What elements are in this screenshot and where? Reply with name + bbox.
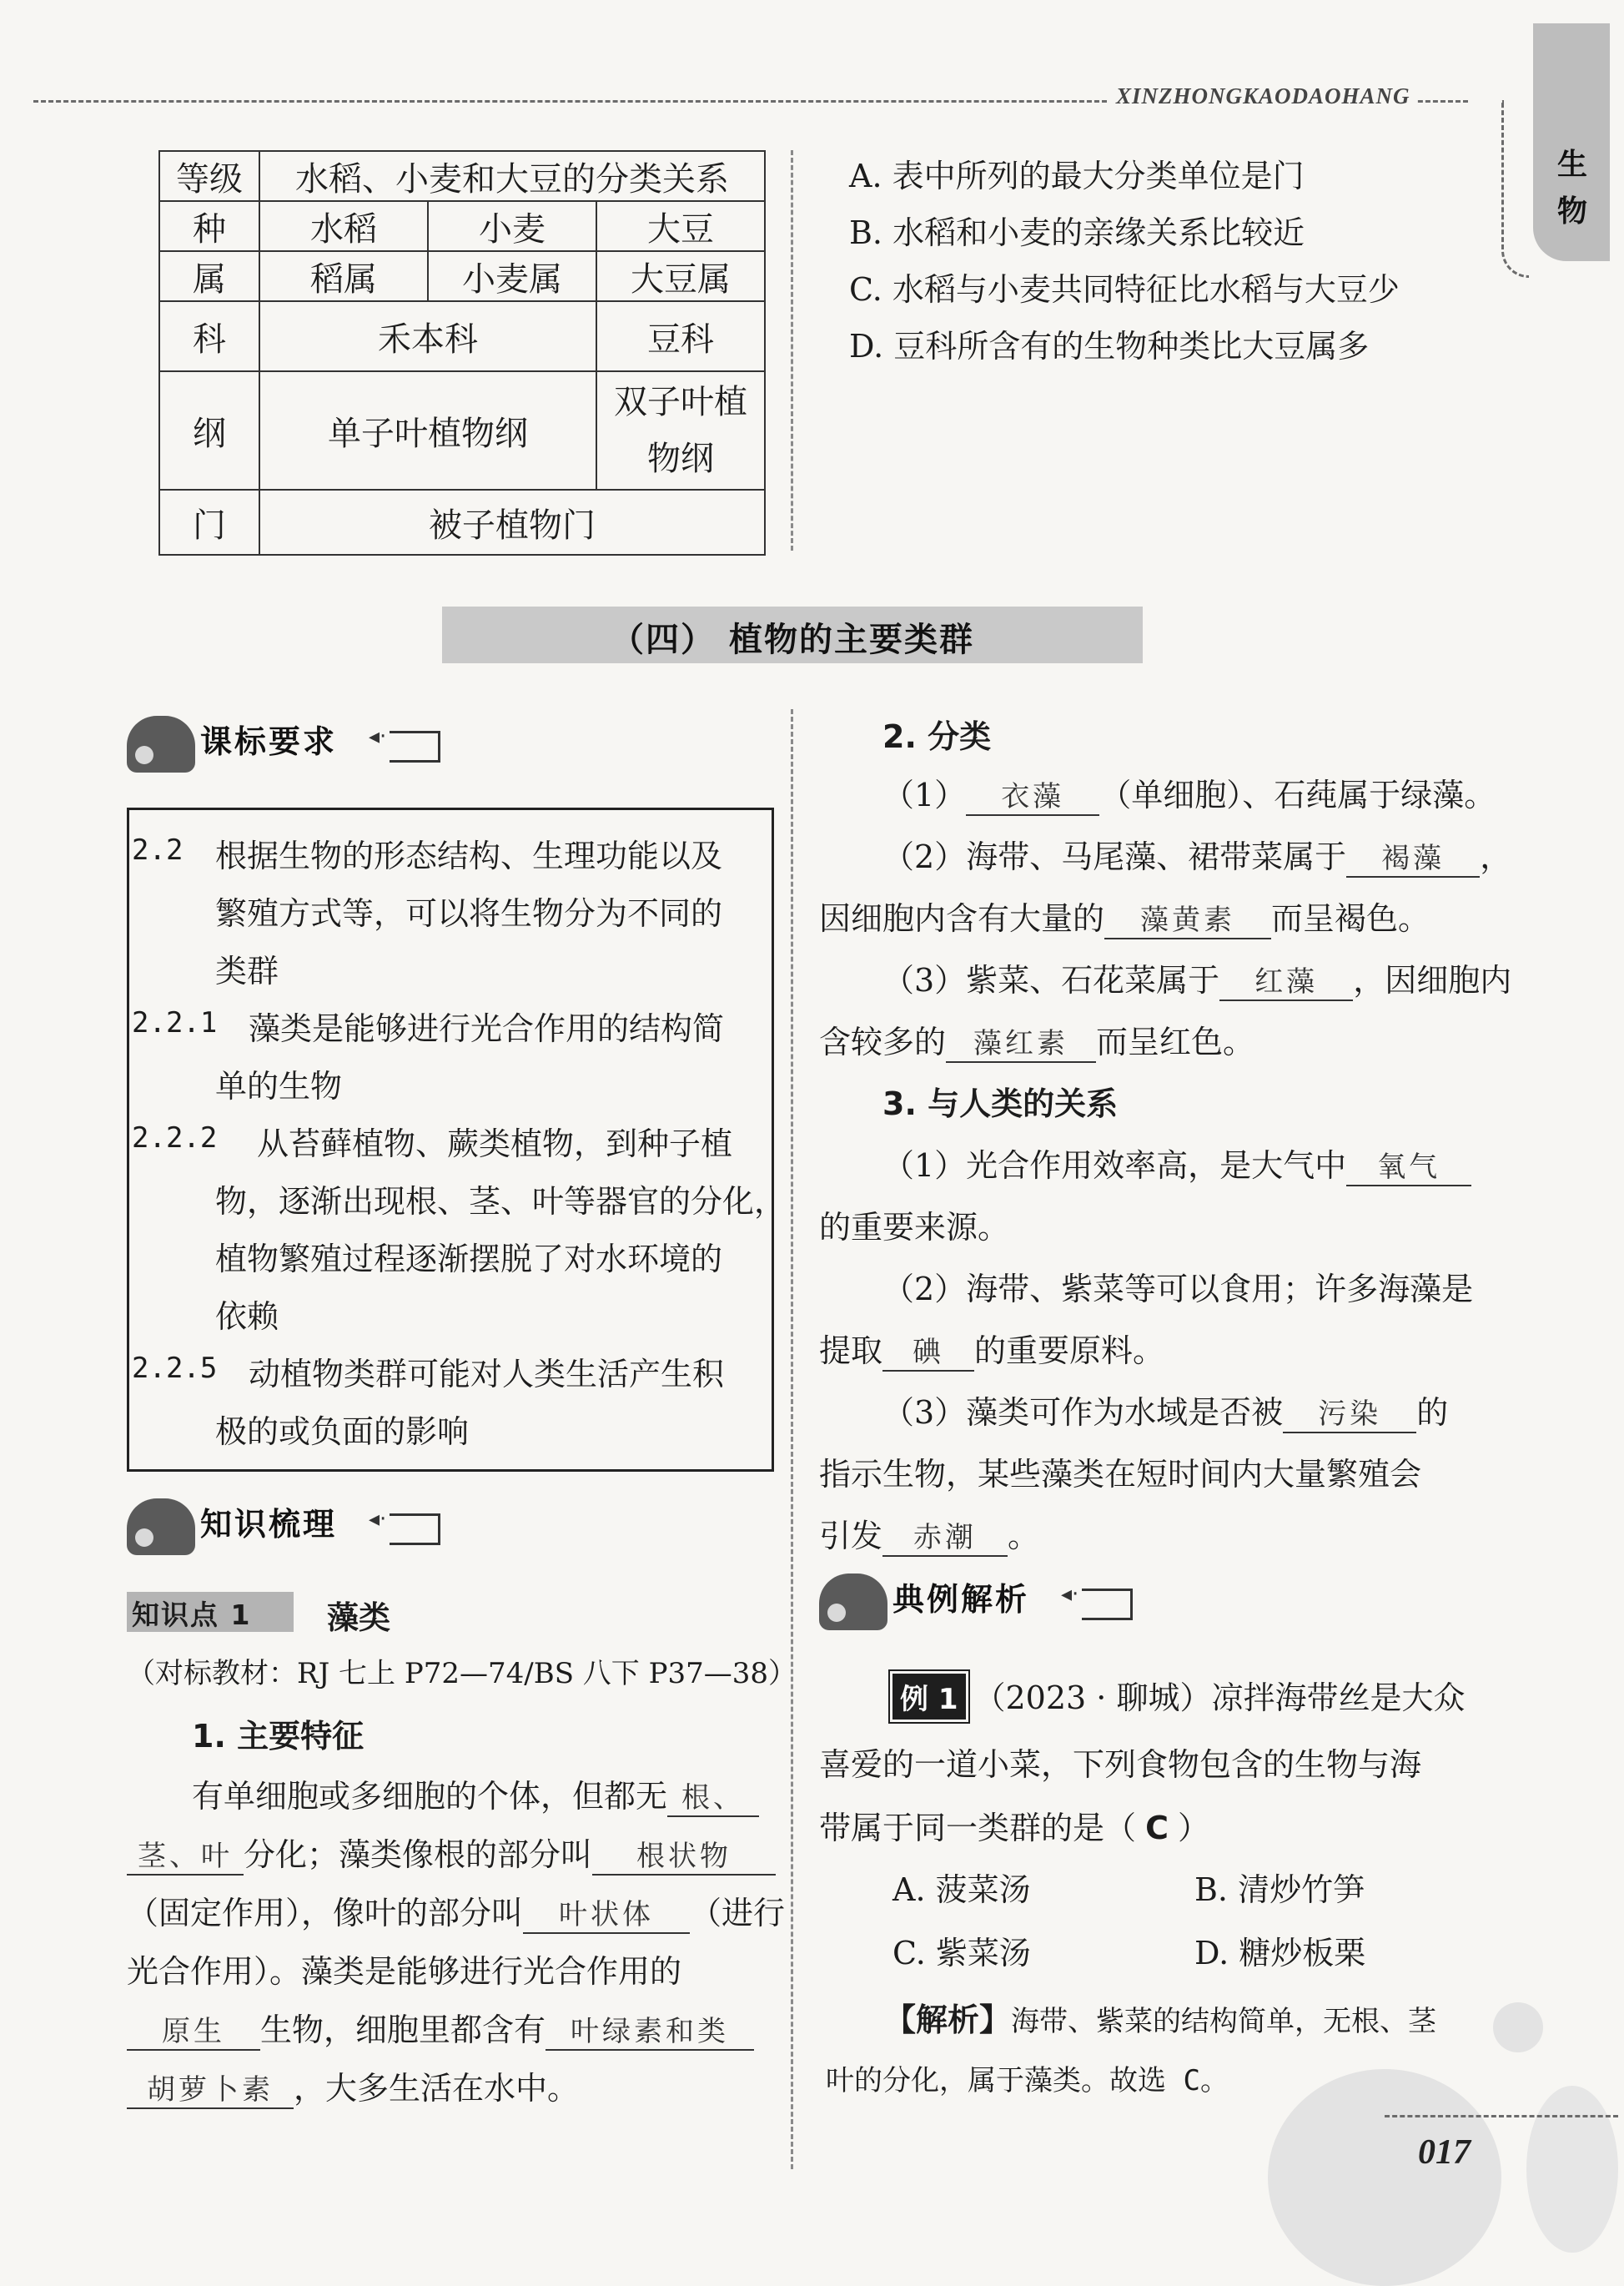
- curriculum-line: 动植物类群可能对人类生活产生积: [249, 1356, 725, 1392]
- answer-blank: 胡萝卜素: [127, 2067, 294, 2109]
- column-divider-top: [791, 150, 793, 551]
- decorative-splash: [1268, 2069, 1501, 2286]
- table-level: 科: [159, 301, 259, 371]
- table-cell: 大豆: [596, 201, 765, 251]
- subsection-title: 1. 主要特征: [192, 1718, 365, 1755]
- curriculum-code: 2.2.1: [132, 1006, 218, 1040]
- curriculum-item: [132, 1003, 217, 1040]
- text: （2023 · 聊城）凉拌海带丝是大众: [973, 1679, 1466, 1716]
- text: 提取: [819, 1332, 883, 1369]
- text-line: [819, 1325, 1164, 1372]
- text-line: [127, 1887, 785, 1934]
- text-line: 光合作用）。藻类是能够进行光合作用的: [127, 1953, 682, 1990]
- subject-tab-label: 生物: [1556, 148, 1587, 229]
- answer-blank: 褐藻: [1346, 835, 1480, 878]
- text: 分化；藻类像根的部分叫: [244, 1836, 593, 1873]
- table-cell: 被子植物门: [259, 490, 765, 555]
- heading-picture-icon: [819, 1574, 887, 1630]
- text: 引发: [819, 1518, 883, 1554]
- table-cell: 大豆属: [596, 251, 765, 301]
- example-question-line: [819, 1802, 1209, 1848]
- table-cell: 稻属: [259, 251, 428, 301]
- curriculum-code: 2.2.5: [132, 1352, 218, 1385]
- option-a: A. 表中所列的最大分类单位是门: [849, 158, 1305, 194]
- text-line: [882, 831, 1511, 878]
- example-option-d: D. 糖炒板栗: [1194, 1935, 1366, 1971]
- table-level: 纲: [159, 371, 259, 490]
- curriculum-line: 根据生物的形态结构、生理功能以及: [215, 838, 723, 874]
- knowledge-point-title: 藻类: [327, 1599, 391, 1636]
- text: ）: [1178, 1810, 1210, 1846]
- answer-blank: 藻红素: [946, 1020, 1096, 1063]
- arrow-icon: ◂·: [369, 724, 387, 749]
- example-option-c: C. 紫菜汤: [892, 1935, 1031, 1971]
- option-b: B. 水稻和小麦的亲缘关系比较近: [849, 214, 1305, 251]
- text: 带属于同一类群的是（: [819, 1810, 1137, 1846]
- text-line: [882, 769, 1496, 816]
- curriculum-line: 植物繁殖过程逐渐摆脱了对水环境的: [215, 1241, 723, 1277]
- text: 因细胞内含有大量的: [819, 900, 1105, 937]
- curriculum-line: 极的或负面的影响: [215, 1413, 470, 1450]
- table-header-level: 等级: [159, 151, 259, 201]
- answer-blank: 赤潮: [882, 1514, 1008, 1557]
- curriculum-heading: [127, 711, 460, 778]
- curriculum-item: [132, 1348, 217, 1385]
- heading-picture-icon: [127, 716, 195, 773]
- text: ，: [1480, 838, 1512, 875]
- example-heading-label: 典例解析: [892, 1581, 1030, 1618]
- table-cell: 禾本科: [259, 301, 596, 371]
- answer-blank: 叶状体: [523, 1891, 690, 1934]
- answer-blank: 原生: [127, 2008, 260, 2051]
- text: 生物，细胞里都含有: [260, 2012, 546, 2048]
- table-cell: 小麦属: [428, 251, 596, 301]
- table-level: 种: [159, 201, 259, 251]
- text-line: [882, 1387, 1448, 1433]
- bracket-icon: [1082, 1589, 1133, 1620]
- example-question-line: 喜爱的一道小菜，下列食物包含的生物与海: [819, 1746, 1422, 1783]
- curriculum-item: [132, 1118, 217, 1155]
- text-line: （2）海带、紫菜等可以食用；许多海藻是: [882, 1271, 1474, 1307]
- curriculum-code: 2.2: [132, 833, 184, 867]
- option-c: C. 水稻与小麦共同特征比水稻与大豆少: [849, 271, 1400, 308]
- text: 。: [1008, 1518, 1040, 1554]
- answer-blank: 衣藻: [966, 773, 1099, 816]
- text: 的: [1416, 1394, 1449, 1431]
- text: 海带、紫菜的结构简单，无根、茎: [1011, 2005, 1437, 2038]
- arrow-icon: ◂·: [1061, 1582, 1079, 1607]
- curriculum-code: 2.2.2: [132, 1121, 218, 1155]
- page-number: 017: [1418, 2133, 1471, 2172]
- bracket-icon: [390, 731, 440, 763]
- decorative-splash: [1526, 2086, 1618, 2253]
- subsection-title: 3. 与人类的关系: [882, 1085, 1119, 1122]
- text: （固定作用），像叶的部分叫: [127, 1895, 524, 1931]
- example-question-line: [892, 1672, 1465, 1720]
- answer-blank: 红藻: [1219, 959, 1353, 1001]
- knowledge-heading: [127, 1493, 460, 1560]
- text: 的重要原料。: [974, 1332, 1165, 1369]
- running-title: XINZHONGKAODAOHANG: [1109, 83, 1417, 109]
- answer-blank: 根、: [667, 1775, 759, 1817]
- example-option-b: B. 清炒竹笋: [1194, 1871, 1365, 1908]
- answer-blank: 藻黄素: [1104, 897, 1271, 939]
- analysis-line: 叶的分化，属于藻类。故选 C。: [826, 2064, 1229, 2097]
- decorative-splash: [1493, 2002, 1543, 2052]
- text-line: [127, 2004, 754, 2051]
- text-line: [819, 893, 1430, 939]
- table-cell: 小麦: [428, 201, 596, 251]
- knowledge-heading-label: 知识梳理: [200, 1506, 338, 1543]
- text: ，因细胞内: [1353, 962, 1512, 999]
- example-heading: [819, 1568, 1153, 1635]
- arrow-icon: ◂·: [369, 1507, 387, 1532]
- text: ，大多生活在水中。: [294, 2070, 580, 2107]
- bracket-icon: [390, 1513, 440, 1545]
- text: 而呈红色。: [1096, 1024, 1255, 1060]
- text-line: 的重要来源。: [819, 1209, 1010, 1246]
- text-line: [882, 954, 1511, 1001]
- text-line: [819, 1016, 1254, 1063]
- text: （1）: [882, 777, 967, 813]
- text: （2）海带、马尾藻、裙带菜属于: [882, 838, 1347, 875]
- analysis-line: [884, 1994, 1436, 2040]
- text-line: [819, 1510, 1039, 1557]
- column-divider-main: [791, 709, 793, 2169]
- answer-blank: 根状物: [592, 1833, 776, 1876]
- answer-blank: 茎、叶: [127, 1833, 244, 1876]
- table-level: 属: [159, 251, 259, 301]
- text: （1）光合作用效率高，是大气中: [882, 1147, 1347, 1184]
- curriculum-heading-label: 课标要求: [200, 723, 338, 760]
- subsection-title: 2. 分类: [882, 718, 992, 755]
- example-label: 例 1: [892, 1674, 966, 1720]
- curriculum-item: [132, 830, 183, 867]
- answer-blank: 污染: [1283, 1391, 1416, 1433]
- text-line: 指示生物，某些藻类在短时间内大量繁殖会: [819, 1456, 1422, 1493]
- text: 而呈褐色。: [1271, 900, 1430, 937]
- table-cell: 单子叶植物纲: [259, 371, 596, 490]
- table-cell: 水稻: [259, 201, 428, 251]
- curriculum-line: 单的生物: [215, 1068, 343, 1105]
- textbook-reference: （对标教材：RJ 七上 P72—74/BS 八下 P37—38）: [127, 1657, 797, 1690]
- text-line: [127, 1829, 776, 1876]
- answer-blank: 氧气: [1346, 1144, 1471, 1186]
- text: （进行: [690, 1895, 786, 1931]
- knowledge-point-label: 知识点 1: [132, 1599, 252, 1631]
- text-line: [882, 1140, 1471, 1186]
- table-level: 门: [159, 490, 259, 555]
- curriculum-line: 从苔藓植物、蕨类植物，到种子植: [257, 1125, 733, 1162]
- table-header-title: 水稻、小麦和大豆的分类关系: [259, 151, 765, 201]
- curriculum-line: 繁殖方式等，可以将生物分为不同的: [215, 895, 723, 932]
- footer-divider: [1385, 2115, 1618, 2117]
- curriculum-line: 类群: [215, 953, 279, 989]
- example-option-a: A. 菠菜汤: [892, 1871, 1031, 1908]
- text: 有单细胞或多细胞的个体，但都无: [192, 1778, 668, 1815]
- analysis-label: 【解析】: [884, 2002, 1012, 2038]
- text-line: [127, 2062, 579, 2109]
- section-title: （四） 植物的主要类群: [611, 621, 974, 659]
- table-cell: 双子叶植物纲: [596, 371, 765, 490]
- text: 含较多的: [819, 1024, 947, 1060]
- curriculum-line: 藻类是能够进行光合作用的结构简: [249, 1010, 725, 1047]
- heading-picture-icon: [127, 1498, 195, 1555]
- curriculum-line: 物，逐渐出现根、茎、叶等器官的分化，: [215, 1183, 787, 1220]
- text-line: [192, 1770, 759, 1817]
- example-answer: C: [1145, 1810, 1169, 1846]
- classification-table: [158, 150, 766, 556]
- answer-blank: 叶绿素和类: [546, 2008, 754, 2051]
- table-cell: 豆科: [596, 301, 765, 371]
- tab-dash-border: [1501, 100, 1529, 278]
- curriculum-line: 依赖: [215, 1298, 279, 1335]
- option-d: D. 豆科所含有的生物种类比大豆属多: [849, 328, 1370, 365]
- answer-blank: 碘: [882, 1329, 974, 1372]
- text: （3）藻类可作为水域是否被: [882, 1394, 1284, 1431]
- text: （3）紫菜、石花菜属于: [882, 962, 1220, 999]
- text: （单细胞）、石莼属于绿藻。: [1099, 777, 1496, 813]
